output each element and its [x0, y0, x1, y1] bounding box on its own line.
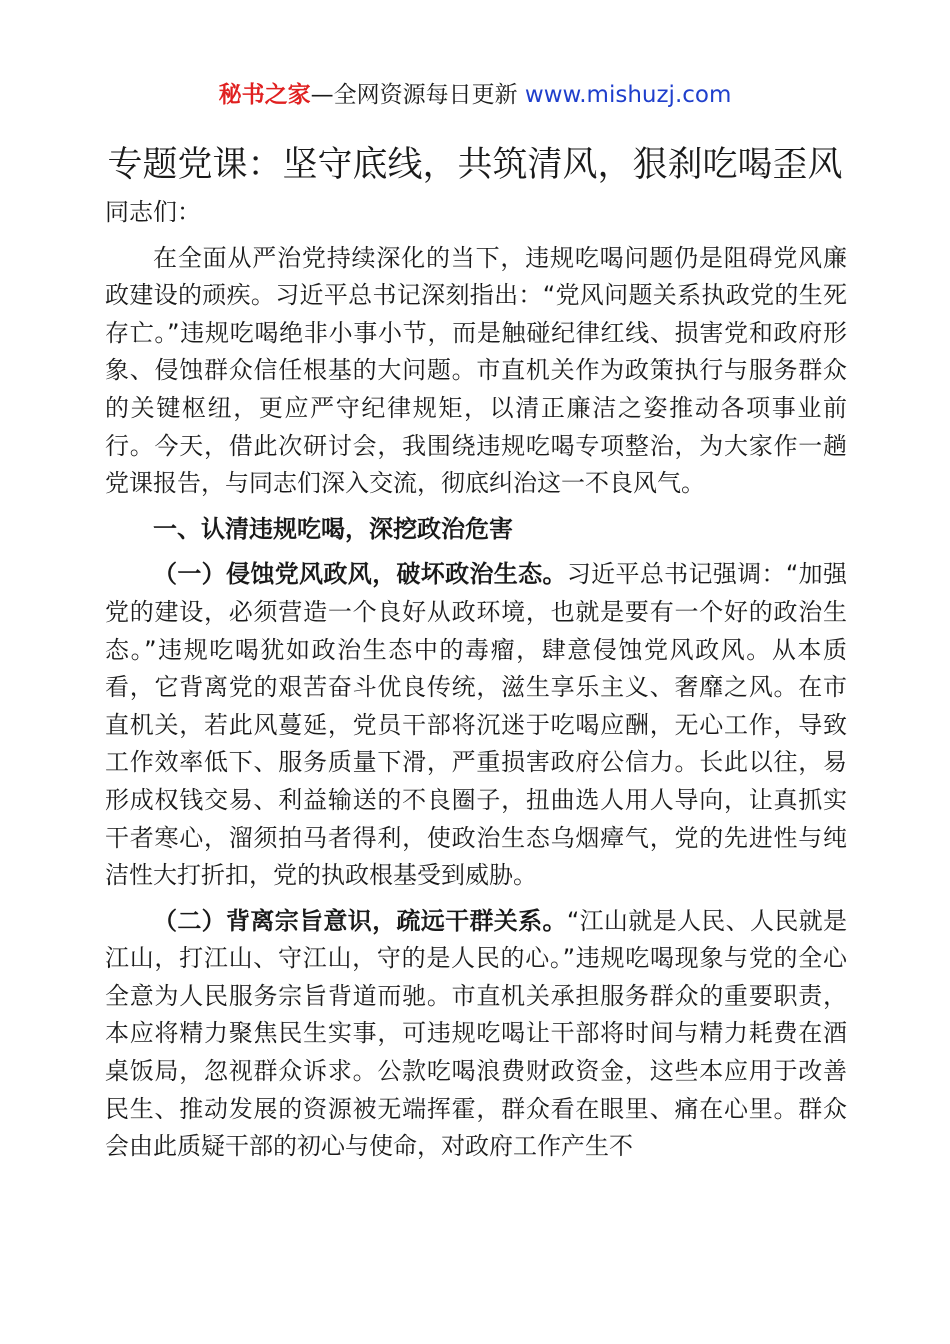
document-title: 专题党课：坚守底线，共筑清风，狠刹吃喝歪风 — [107, 145, 843, 185]
item-text: 习近平总书记强调：“加强党的建设，必须营造一个良好从政环境，也就是要有一个好的政治生态。”违规吃喝犹如政治生态中的毒瘤，肆意侵蚀党风政风。从本质看，它背离党的艰苦奋斗优良传统，滋生享乐主义、奢靡之风。在市直机关，若此风蔓延，党员干部将沉迷于吃喝应酬，无心工作，导致工作效率低下、服务质量下滑，严重损害政府公信力。长此以往，易形成权钱交易、利益输送的不良圈子，扭曲选人用人导向，让真抓实干者寒心，溜须拍马者得利，使政治生态乌烟瘴气，党的先进性与纯洁性大打折扣，党的执政根基受到威胁。 — [105, 560, 848, 890]
document-body — [105, 194, 847, 1166]
brand-name: 秘书之家 — [218, 82, 311, 108]
section-item-paragraph — [105, 556, 847, 894]
item-heading: （一）侵蚀党风政风，破坏政治生态。 — [153, 560, 567, 589]
intro-paragraph: 在全面从严治党持续深化的当下，违规吃喝问题仍是阻碍党风廉政建设的顽疾。习近平总书记深刻指出：“党风问题关系执政党的生死存亡。”违规吃喝绝非小事小节，而是触碰纪律红线、损害党和政府形象、侵蚀群众信任根基的大问题。市直机关作为政策执行与服务群众的关键枢纽，更应严守纪律规矩，以清正廉洁之姿推动各项事业前行。今天，借此次研讨会，我围绕违规吃喝专项整治，为大家作一趟党课报告，与同志们深入交流，彻底纠治这一不良风气。 — [105, 243, 847, 498]
item-heading: （二）背离宗旨意识，疏远干群关系。 — [153, 906, 567, 935]
salutation: 同志们： — [105, 198, 201, 226]
section-heading: 一、认清违规吃喝，深挖政治危害 — [153, 514, 513, 543]
item-text: “江山就是人民、人民就是江山，打江山、守江山，守的是人民的心。”违规吃喝现象与党的全心全意为人民服务宗旨背道而驰。市直机关承担服务群众的重要职责，本应将精力聚焦民生实事，可违规吃喝让干部将时间与精力耗费在酒桌饭局，忽视群众诉求。公款吃喝浪费财政资金，这些本应用于改善民生、推动发展的资源被无端挥霍，群众看在眼里、痛在心里。群众会由此质疑干部的初心与使命，对政府工作产生不 — [105, 906, 848, 1161]
page-header — [0, 78, 950, 112]
site-url: www.mishuzj.com — [524, 82, 732, 108]
header-tagline: —全网资源每日更新 — [310, 82, 525, 108]
section-item-paragraph — [105, 903, 847, 1166]
